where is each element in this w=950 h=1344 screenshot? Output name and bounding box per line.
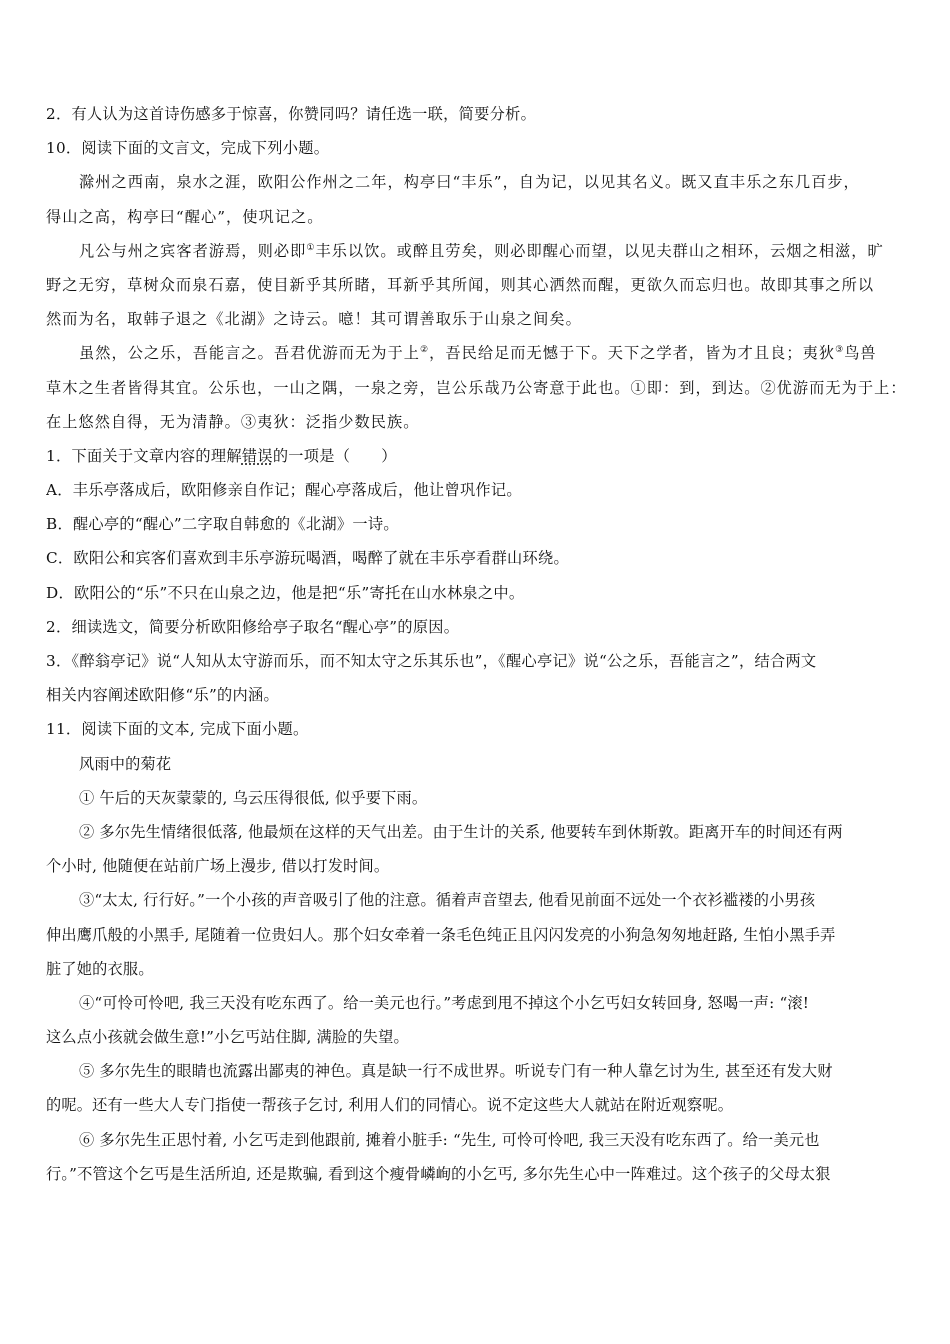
question-line <box>46 439 914 473</box>
question-text: 的一项是（ ） <box>272 446 397 465</box>
passage-line <box>46 336 914 370</box>
passage-line <box>46 234 914 268</box>
section-heading: 11．阅读下面的文本, 完成下面小题。 <box>46 720 309 739</box>
question-line: 相关内容阐述欧阳修“乐”的内涵。 <box>46 686 279 705</box>
story-line: 这么点小孩就会做生意!”小乞丐站住脚, 满脸的失望。 <box>46 1028 409 1047</box>
passage-line: 野之无穷，草树众而泉石嘉，使目新乎其所睹，耳新乎其所闻，则其心洒然而醒，更欲久而忘归也。故即其事之所以 <box>46 275 875 294</box>
footnote-marker: ③ <box>835 345 845 356</box>
option-a: A．丰乐亭落成后，欧阳修亲自作记；醒心亭落成后，他让曾巩作记。 <box>46 481 522 500</box>
passage-text: 丰乐以饮。或醉且劳矣，则必即醒心而望，以见夫群山之相环，云烟之相滋，旷 <box>315 241 884 260</box>
document-body <box>46 97 914 1191</box>
passage-line: 在上悠然自得，无为清静。③夷狄：泛指少数民族。 <box>46 412 420 431</box>
story-line: 脏了她的衣服。 <box>46 959 154 978</box>
story-line: 伸出鹰爪般的小黑手, 尾随着一位贵妇人。那个妇女牵着一条毛色纯正且闪闪发亮的小狗急匆匆地赶路, 生怕小黑手弄 <box>46 925 836 944</box>
option-c: C．欧阳公和宾客们喜欢到丰乐亭游玩喝酒，喝醉了就在丰乐亭看群山环绕。 <box>46 549 570 568</box>
option-d: D．欧阳公的“乐”不只在山泉之边，他是把“乐”寄托在山水林泉之中。 <box>46 583 525 602</box>
option-b: B．醒心亭的“醒心”二字取自韩愈的《北湖》一诗。 <box>46 515 399 534</box>
question-text: 1．下面关于文章内容的理解 <box>46 446 242 465</box>
passage-line: 滁州之西南，泉水之涯，欧阳公作州之二年，构亭曰“丰乐”，自为记，以见其名义。既又直丰乐之东几百步， <box>79 173 860 192</box>
passage-text: 凡公与州之宾客者游焉，则必即 <box>79 241 307 260</box>
footnote-marker: ② <box>420 345 430 356</box>
story-line: ⑤ 多尔先生的眼睛也流露出鄙夷的神色。真是缺一行不成世界。听说专门有一种人靠乞讨为生, 甚至还有发大财 <box>79 1062 833 1081</box>
passage-text: 鸟兽 <box>844 344 877 363</box>
question-line: 3．《醉翁亭记》说“人知从太守游而乐，而不知太守之乐其乐也”，《醒心亭记》说“公之乐，吾能言之”，结合两文 <box>46 652 817 670</box>
question-line: 2．有人认为这首诗伤感多于惊喜，你赞同吗？请任选一联，简要分析。 <box>46 105 537 123</box>
emphasis-text: 错误 <box>241 446 273 465</box>
passage-text: 虽然，公之乐，吾能言之。吾君优游而无为于上 <box>79 344 420 363</box>
passage-text: ，吾民给足而无憾于下。天下之学者，皆为才且良；夷狄 <box>429 344 836 363</box>
story-line: ④“可怜可怜吧, 我三天没有吃东西了。给一美元也行。”考虑到甩不掉这个小乞丐妇女转回身, 怒喝一声: “滚! <box>79 993 810 1012</box>
story-title: 风雨中的菊花 <box>79 754 172 773</box>
story-line: ③“太太, 行行好。”一个小孩的声音吸引了他的注意。循着声音望去, 他看见前面不远处一个衣衫褴褛的小男孩 <box>79 891 816 910</box>
story-line: 的呢。还有一些大人专门指使一帮孩子乞讨, 利用人们的同情心。说不定这些大人就站在附近观察呢。 <box>46 1096 734 1115</box>
passage-line: 草木之生者皆得其宜。公乐也，一山之隅，一泉之旁，岂公乐哉乃公寄意于此也。①即：到，到达。②优游而无为于上： <box>46 378 907 397</box>
story-line: ① 午后的天灰蒙蒙的, 乌云压得很低, 似乎要下雨。 <box>79 788 428 807</box>
story-line: ⑥ 多尔先生正思忖着, 小乞丐走到他跟前, 摊着小脏手: “先生, 可怜可怜吧, 我三天没有吃东西了。给一美元也 <box>79 1130 820 1149</box>
story-line: ② 多尔先生情绪很低落, 他最烦在这样的天气出差。由于生计的关系, 他要转车到休斯敦。距离开车的时间还有两 <box>79 822 843 841</box>
passage-line: 然而为名，取韩子退之《北湖》之诗云。噫！其可谓善取乐于山泉之间矣。 <box>46 310 582 329</box>
story-line: 行。”不管这个乞丐是生活所迫, 还是欺骗, 看到这个瘦骨嶙峋的小乞丐, 多尔先生心中一阵难过。这个孩子的父母太狠 <box>46 1164 831 1183</box>
footnote-marker: ① <box>306 242 316 253</box>
section-heading: 10．阅读下面的文言文，完成下列小题。 <box>46 139 330 158</box>
question-line: 2．细读选文，简要分析欧阳修给亭子取名“醒心亭”的原因。 <box>46 617 460 636</box>
story-line: 个小时, 他随便在站前广场上漫步, 借以打发时间。 <box>46 857 390 876</box>
passage-line: 得山之高，构亭曰“醒心”，使巩记之。 <box>46 207 324 226</box>
